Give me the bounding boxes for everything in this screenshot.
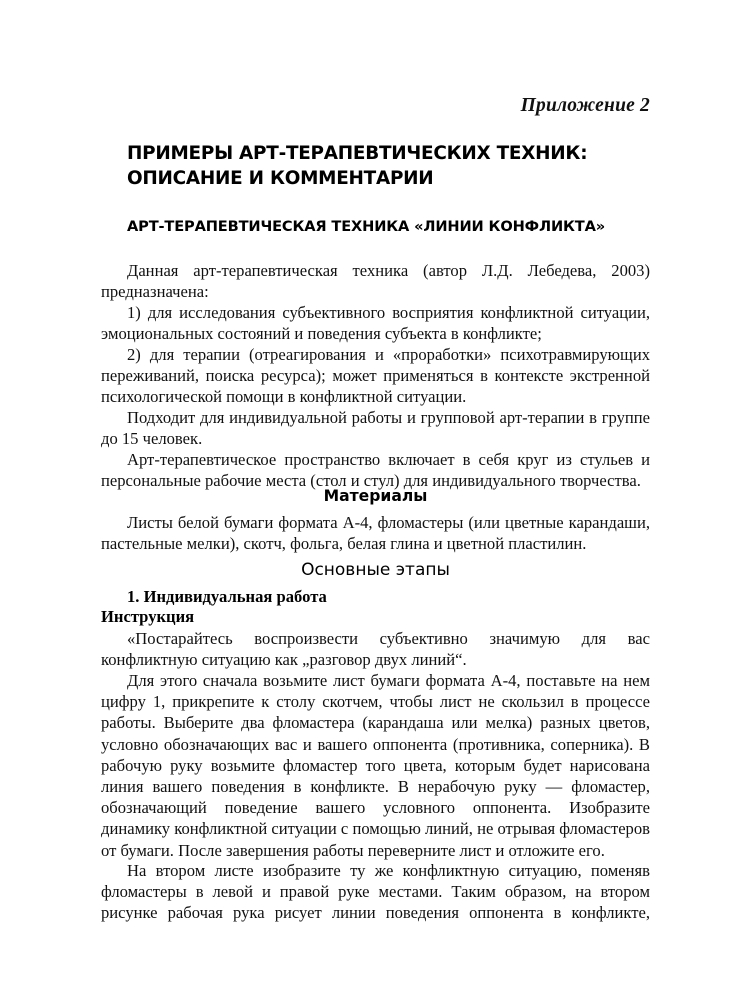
paragraph-text: На втором листе изобразите ту же конфликтную ситуацию, поменяв фломастеры в левой и правой руке местами. Таким образом, на втором рисунке рабочая рука рисует линии поведения оппонента в конфликте,	[101, 861, 650, 923]
instruction-paragraph-2	[101, 670, 650, 861]
page-title-line-1: ПРИМЕРЫ АРТ-ТЕРАПЕВТИЧЕСКИХ ТЕХНИК:	[127, 143, 588, 164]
paragraph-text: Листы белой бумаги формата А-4, фломастеры (или цветные карандаши, пастельные мелки), скотч, фольга, белая глина и цветной пластилин.	[101, 513, 650, 554]
instruction-heading: Инструкция	[101, 607, 195, 626]
materials-paragraph	[101, 512, 650, 554]
intro-paragraph-5	[101, 449, 650, 491]
intro-paragraph-3	[101, 344, 650, 408]
paragraph-text: Подходит для индивидуальной работы и групповой арт-терапии в группе до 15 человек.	[101, 408, 650, 449]
paragraph-text: 1) для исследования субъективного восприятия конфликтной ситуации, эмоциональных состояний и поведения субъекта в конфликте;	[101, 303, 650, 344]
materials-heading: Материалы	[323, 487, 428, 505]
instruction-paragraph-3	[101, 860, 650, 924]
paragraph-text: Данная арт-терапевтическая техника (автор Л.Д. Лебедева, 2003) предназначена:	[101, 261, 650, 302]
paragraph-text: Для этого сначала возьмите лист бумаги формата А-4, поставьте на нем цифру 1, прикрепите к столу скотчем, чтобы лист не скользил в процессе работы. Выберите два фломастера (карандаша или мелка) разных цветов, условно обозначающих вас и вашего оппонента (противника, соперника). В рабочую руку возьмите фломастер того цвета, которым будет нарисована линия вашего поведения в конфликте. В нерабочую руку — фломастер, обозначающий поведение вашего условного оппонента. Изобразите динамику конфликтной ситуации с помощью линий, не отрывая фломастеров от бумаги. После завершения работы переверните лист и отложите его.	[101, 671, 650, 860]
intro-paragraph-4	[101, 407, 650, 449]
instruction-paragraph-1	[101, 628, 650, 670]
page-title-line-2: ОПИСАНИЕ И КОММЕНТАРИИ	[127, 168, 434, 189]
paragraph-text: «Постарайтесь воспроизвести субъективно значимую для вас конфликтную ситуацию как „разговор двух линий“.	[101, 629, 650, 670]
intro-paragraph-2	[101, 302, 650, 344]
stages-heading: Основные этапы	[301, 560, 450, 580]
paragraph-text: 2) для терапии (отреагирования и «проработки» психотравмирующих переживаний, поиска ресурса); может применяться в контексте экстренной психологической помощи в конфликтной ситуации.	[101, 345, 650, 407]
paragraph-text: Арт-терапевтическое пространство включает в себя круг из стульев и персональные рабочие места (стол и стул) для индивидуального творчества.	[101, 450, 650, 491]
step-1-heading: 1. Индивидуальная работа	[127, 587, 327, 606]
appendix-label: Приложение 2	[520, 95, 650, 116]
technique-title: АРТ-ТЕРАПЕВТИЧЕСКАЯ ТЕХНИКА «ЛИНИИ КОНФЛИКТА»	[127, 218, 606, 235]
page-title	[127, 141, 652, 191]
intro-paragraph-1	[101, 260, 650, 302]
